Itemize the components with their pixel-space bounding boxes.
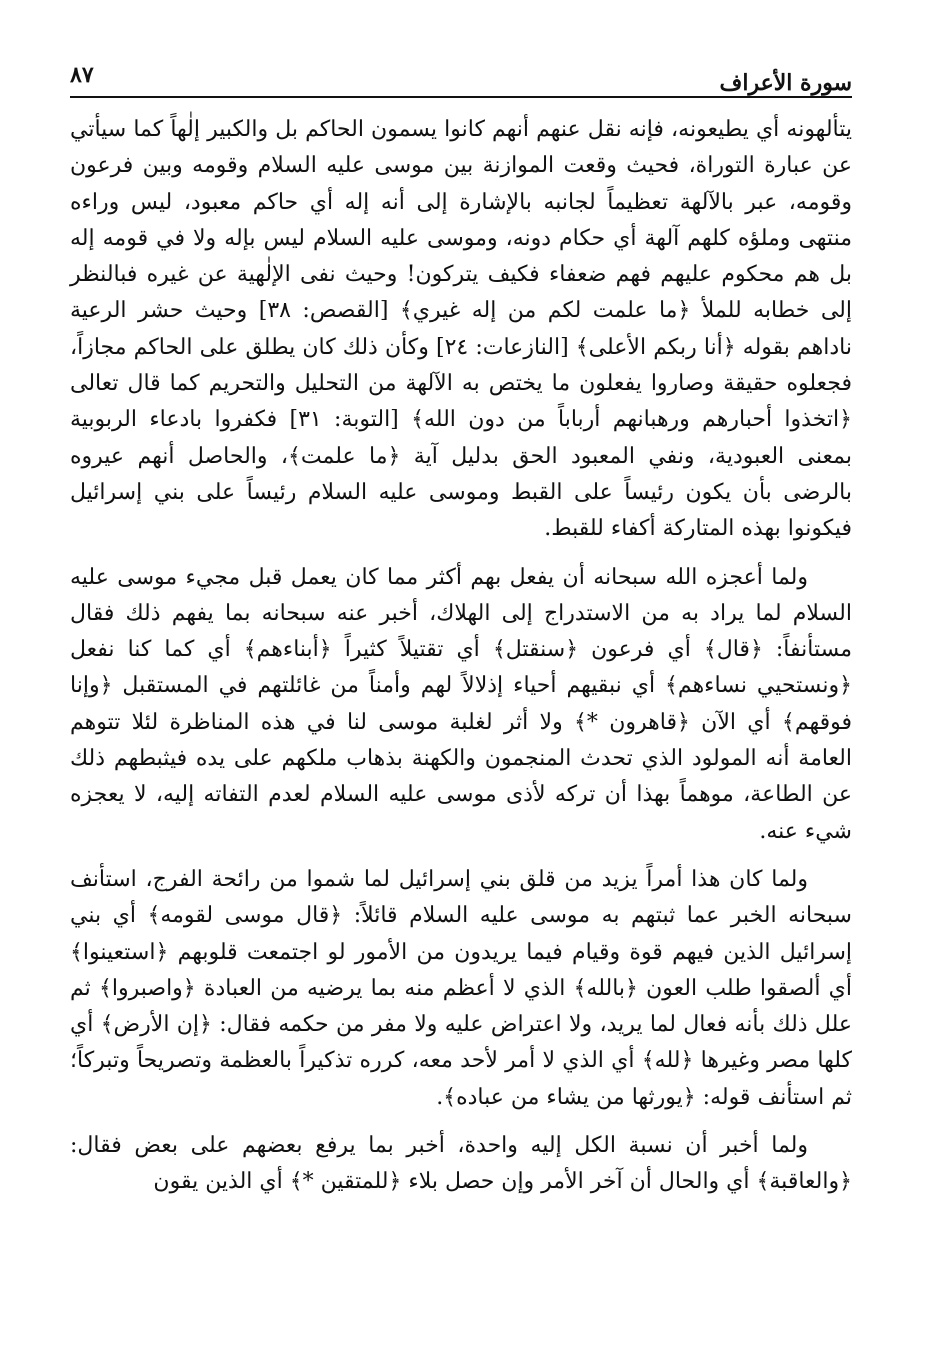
paragraph: يتألهونه أي يطيعونه، فإنه نقل عنهم أنهم كانوا يسمون الحاكم بل والكبير إلٰهاً كما سيأتي عن عبارة التوراة، فحيث وقعت الموازنة بين موسى عليه السلام وقومه وبين فرعون وقومه، عبر بالآلهة تعظيماً لجانبه بالإشارة إلى أنه إله أي حاكم معبود، ليس وراءه منتهى وملؤه كلهم آلهة أي حكام دونه، وموسى عليه السلام ليس بإله ولا في قومه إله بل هم محكوم عليهم فهم ضعفاء فكيف يتركون! وحيث نفى الإلٰهية عن غيره فبالنظر إلى خطابه للملأ ﴿ما علمت لكم من إله غيري﴾ [القصص: ٣٨] وحيث حشر الرعية ناداهم بقوله ﴿أنا ربكم الأعلى﴾ [النازعات: ٢٤] وكأن ذلك كان يطلق على الحاكم مجازاً، فجعلوه حقيقة وصاروا يفعلون ما يختص به الآلهة من التحليل والتحريم كما قال تعالى ﴿اتخذوا أحبارهم ورهبانهم أرباباً من دون الله﴾ [التوبة: ٣١] فكفروا بادعاء الربوبية بمعنى العبودية، ونفي المعبود الحق بدليل آية ﴿ما علمت﴾، والحاصل أنهم عيروه بالرضى بأن يكون رئيساً على القبط وموسى عليه السلام رئيساً على بني إسرائيل فيكونوا بهذه المتاركة أكفاء للقبط. bbox=[70, 117, 853, 542]
page-body bbox=[70, 112, 852, 1213]
page-header bbox=[70, 58, 852, 96]
paragraph: ولما أعجزه الله سبحانه أن يفعل بهم أكثر مما كان يعمل قبل مجيء موسى عليه السلام لما يراد به من الاستدراج إلى الهلاك، أخبر عنه سبحانه بما يفهم ذلك فقال مستأنفاً: ﴿قال﴾ أي فرعون ﴿سنقتل﴾ أي تقتيلاً كثيراً ﴿أبناءهم﴾ أي كما كنا نفعل ﴿ونستحيي نساءهم﴾ أي نبقيهم أحياء إذلالاً لهم وأمناً من غائلتهم في المستقبل ﴿وإنا فوقهم﴾ أي الآن ﴿قاهرون *﴾ ولا أثر لغلبة موسى لنا في هذه المناظرة لئلا تتوهم العامة أنه المولود الذي تحدث المنجمون والكهنة بذهاب ملكهم على يده فيثبطهم ذلك عن الطاعة، موهماً بهذا أن تركه لأذى موسى عليه السلام لعدم التفاته إليه، لا يعجزه شيء عنه. bbox=[70, 564, 852, 844]
paragraph: ولما كان هذا أمراً يزيد من قلق بني إسرائيل لما شموا من رائحة الفرج، استأنف سبحانه الخبر عما ثبتهم به موسى عليه السلام قائلاً: ﴿قال موسى لقومه﴾ أي بني إسرائيل الذين فيهم قوة وقيام فيما يريدون من الأمور لو اجتمعت قلوبهم ﴿استعينوا﴾ أي ألصقوا طلب العون ﴿بالله﴾ الذي لا أعظم منه بما يرضيه من العبادة ﴿واصبروا﴾ ثم علل ذلك بأنه فعال لما يريد، ولا اعتراض عليه ولا مفر من حكمه فقال: ﴿إن الأرض﴾ أي كلها مصر وغيرها ﴿لله﴾ أي الذي لا أمر لأحد معه، كرره تذكيراً بالعظمة وتصريحاً وتبركاً؛ ثم استأنف قوله: ﴿يورثها من يشاء من عباده﴾. bbox=[70, 866, 852, 1110]
paragraph: ولما أخبر أن نسبة الكل إليه واحدة، أخبر بما يرفع بعضهم على بعض فقال: ﴿والعاقبة﴾ أي والحال أن آخر الأمر وإن حصل بلاء ﴿للمتقين *﴾ أي الذين يقون bbox=[70, 1133, 852, 1195]
page-number: ٨٧ bbox=[70, 62, 94, 88]
surah-title: سورة الأعراف bbox=[719, 70, 852, 96]
header-divider bbox=[70, 96, 852, 98]
